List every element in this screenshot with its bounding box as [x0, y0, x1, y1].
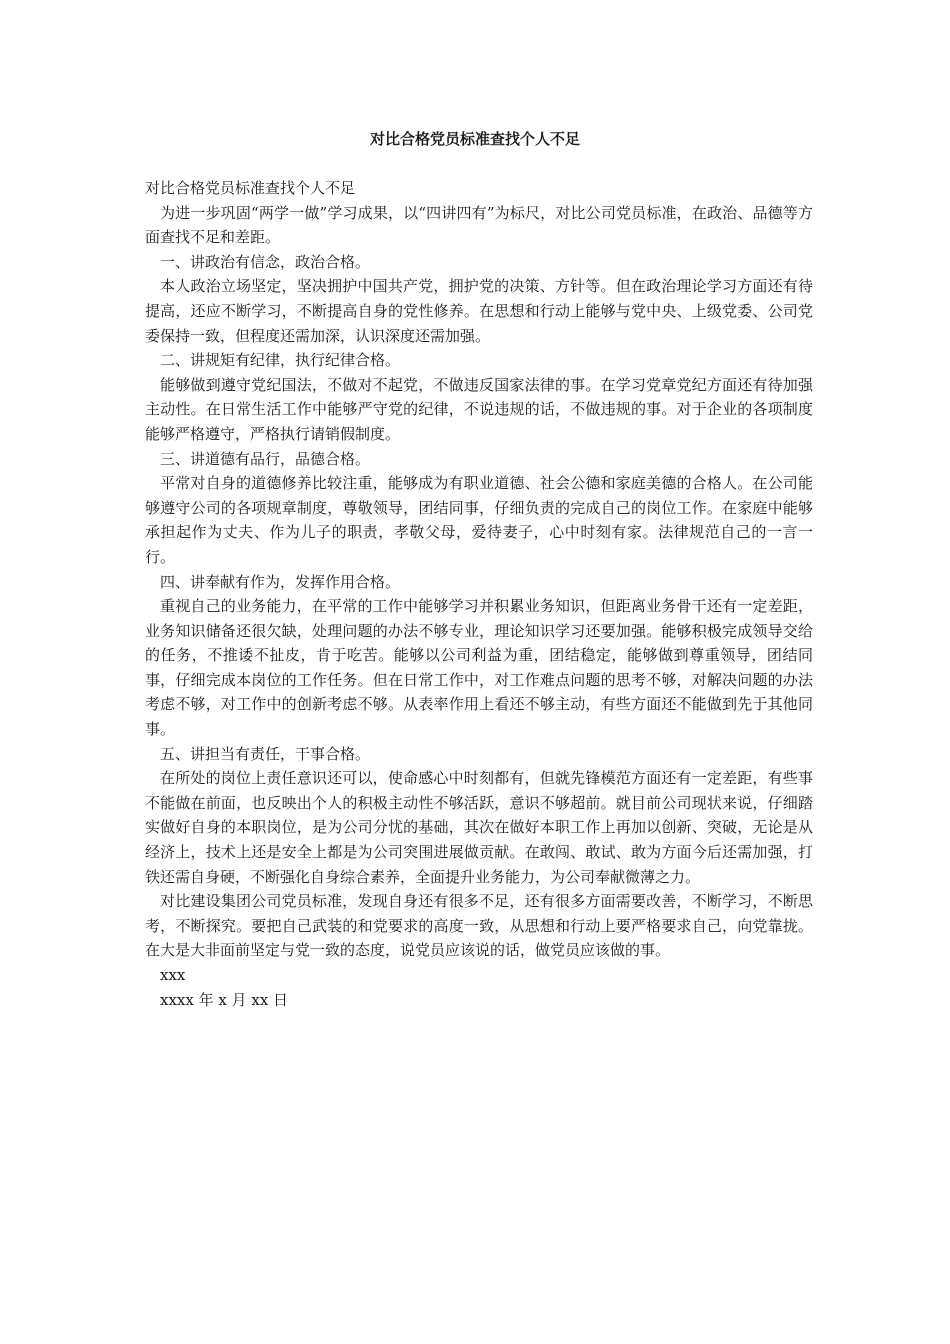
intro-paragraph: 为进一步巩固“两学一做”学习成果，以“四讲四有”为标尺，对比公司党员标准，在政治、品德等方面查找不足和差距。: [145, 203, 813, 247]
date: xxxx 年 x 月 xx 日: [160, 990, 289, 1009]
signature: xxx: [160, 966, 186, 984]
section-heading-2: 二、讲规矩有纪律，执行纪律合格。: [160, 351, 401, 370]
section-heading-3: 三、讲道德有品行，品德合格。: [160, 449, 371, 468]
section-heading-1: 一、讲政治有信念，政治合格。: [160, 252, 371, 271]
section-paragraph-3: 平常对自身的道德修养比较注重，能够成为有职业道德、社会公德和家庭美德的合格人。在公司能够遵守公司的各项规章制度，尊敬领导，团结同事，仔细负责的完成自己的岗位工作。在家庭中能够承担起作为丈夫、作为儿子的职责，孝敬父母，爱待妻子，心中时刻有家。法律规范自己的一言一行。: [145, 474, 813, 566]
conclusion-paragraph: 对比建设集团公司党员标准，发现自身还有很多不足，还有很多方面需要改善，不断学习，不断思考，不断探究。要把自己武装的和党要求的高度一致，从思想和行动上要严格要求自己，向党靠拢。在大是大非面前坚定与党一致的态度，说党员应该说的话，做党员应该做的事。: [145, 892, 813, 960]
document-heading: 对比合格党员标准查找个人不足: [145, 179, 356, 197]
section-paragraph-1: 本人政治立场坚定，坚决拥护中国共产党，拥护党的决策、方针等。但在政治理论学习方面还有待提高，还应不断学习，不断提高自身的党性修养。在思想和行动上能够与党中央、上级党委、公司党委保持一致，但程度还需加深，认识深度还需加强。: [145, 277, 813, 345]
document-title: 对比合格党员标准查找个人不足: [369, 130, 580, 148]
section-heading-5: 五、讲担当有责任，干事合格。: [160, 744, 371, 763]
section-heading-4: 四、讲奉献有作为，发挥作用合格。: [160, 572, 401, 591]
section-paragraph-5: 在所处的岗位上责任意识还可以，使命感心中时刻都有，但就先锋模范方面还有一定差距，有些事不能做在前面，也反映出个人的积极主动性不够活跃，意识不够超前。就目前公司现状来说，仔细踏实做好自身的本职岗位，是为公司分忧的基础，其次在做好本职工作上再加以创新、突破，无论是从经济上，技术上还是安全上都是为公司突围进展做贡献。在敢闯、敢试、敢为方面今后还需加强，打铁还需自身硬，不断强化自身综合素养，全面提升业务能力，为公司奉献微薄之力。: [145, 769, 813, 886]
section-paragraph-4: 重视自己的业务能力，在平常的工作中能够学习并积累业务知识，但距离业务骨干还有一定差距，业务知识储备还很欠缺，处理问题的办法不够专业，理论知识学习还要加强。能够积极完成领导交给的任务，不推诿不扯皮，肯于吃苦。能够以公司利益为重，团结稳定，能够做到尊重领导，团结同事，仔细完成本岗位的工作任务。但在日常工作中，对工作难点问题的思考不够，对解决问题的办法考虑不够，对工作中的创新考虑不够。从表率作用上看还不够主动，有些方面还不能做到先于其他同事。: [145, 597, 813, 739]
section-paragraph-2: 能够做到遵守党纪国法，不做对不起党，不做违反国家法律的事。在学习党章党纪方面还有待加强主动性。在日常生活工作中能够严守党的纪律，不说违规的话，不做违规的事。对于企业的各项制度能够严格遵守，严格执行请销假制度。: [145, 375, 813, 443]
document-body: [145, 176, 813, 1012]
